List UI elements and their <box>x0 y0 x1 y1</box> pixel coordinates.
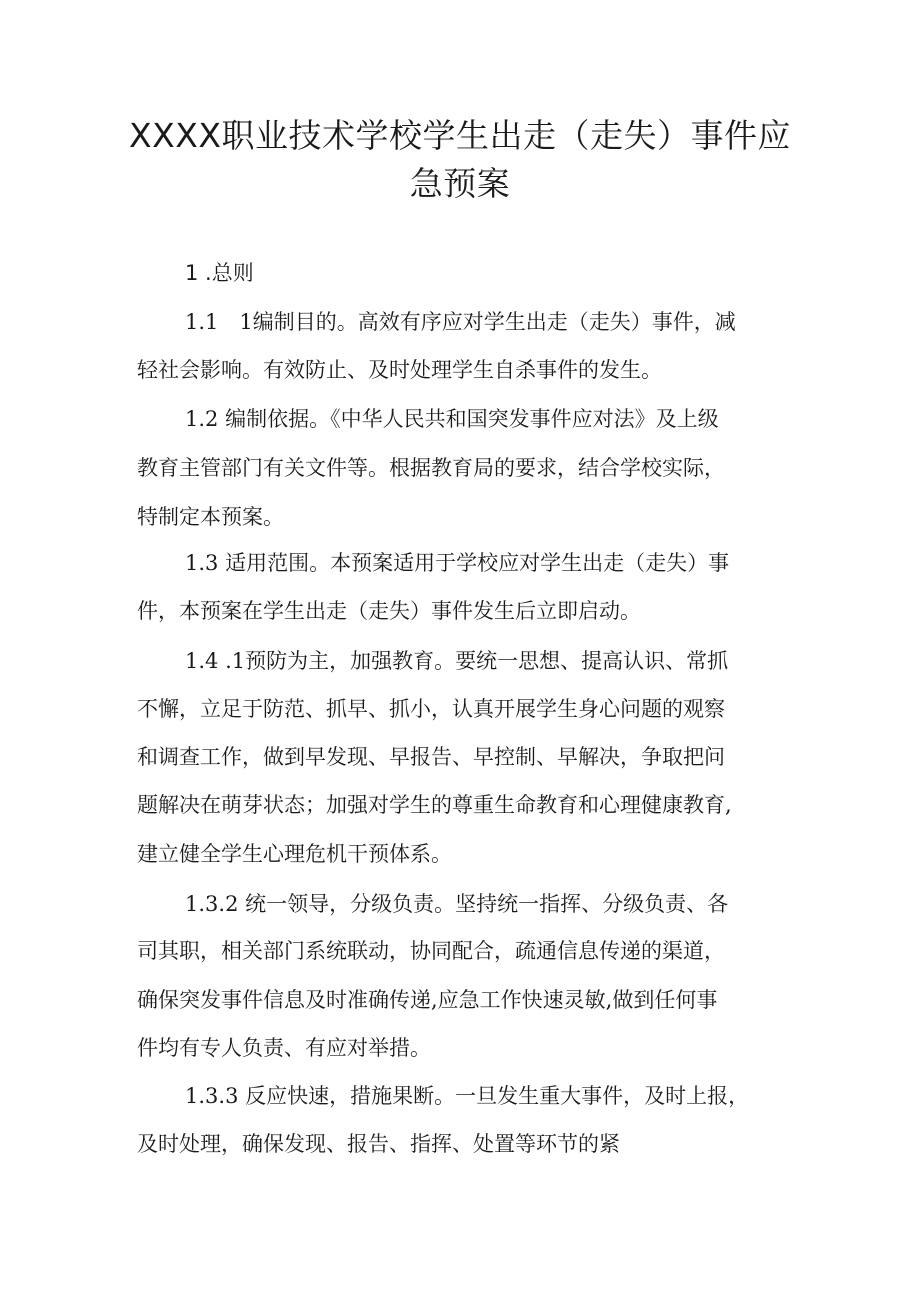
paragraph-line: 题解决在萌芽状态；加强对学生的尊重生命教育和心理健康教育, <box>137 793 732 817</box>
paragraph-line: 件，本预案在学生出走（走失）事件发生后立即启动。 <box>137 599 641 623</box>
paragraph-line: 1.4 .1预防为主，加强教育。要统一思想、提高认识、常抓 <box>185 649 729 673</box>
paragraph-line: 及时处理，确保发现、报告、指挥、处置等环节的紧 <box>137 1132 620 1156</box>
paragraph-line: 特制定本预案。 <box>137 505 284 529</box>
paragraph-line: 1.3 适用范围。本预案适用于学校应对学生出走（走失）事 <box>185 551 730 575</box>
paragraph-line: 和调查工作，做到早发现、早报告、早控制、早解决，争取把问 <box>137 745 725 769</box>
title-line-2: 急预案 <box>409 164 511 203</box>
paragraph-line: 教育主管部门有关文件等。根据教育局的要求，结合学校实际， <box>137 456 725 480</box>
document-title <box>100 112 820 208</box>
paragraph-line: 1.2 编制依据。《中华人民共和国突发事件应对法》及上级 <box>185 407 719 431</box>
section-heading: 1 .总则 <box>185 261 254 285</box>
paragraph-line: 确保突发事件信息及时准确传递,应急工作快速灵敏,做到任何事 <box>137 988 718 1012</box>
paragraph-line: 轻社会影响。有效防止、及时处理学生自杀事件的发生。 <box>137 358 662 382</box>
paragraph-line: 件均有专人负责、有应对举措。 <box>137 1036 431 1060</box>
title-line-1: XXXX职业技术学校学生出走（走失）事件应 <box>129 116 791 155</box>
paragraph-line: 1.1 1编制目的。高效有序应对学生出走（走失）事件，减 <box>185 310 736 334</box>
paragraph-line: 不懈，立足于防范、抓早、抓小，认真开展学生身心问题的观察 <box>137 697 725 721</box>
paragraph-line: 司其职，相关部门系统联动，协同配合，疏通信息传递的渠道， <box>137 939 725 963</box>
paragraph-line: 1.3.3 反应快速，措施果断。一旦发生重大事件，及时上报， <box>185 1084 750 1108</box>
paragraph-line: 建立健全学生心理危机干预体系。 <box>137 842 452 866</box>
paragraph-line: 1.3.2 统一领导，分级负责。坚持统一指挥、分级负责、各 <box>185 892 729 916</box>
